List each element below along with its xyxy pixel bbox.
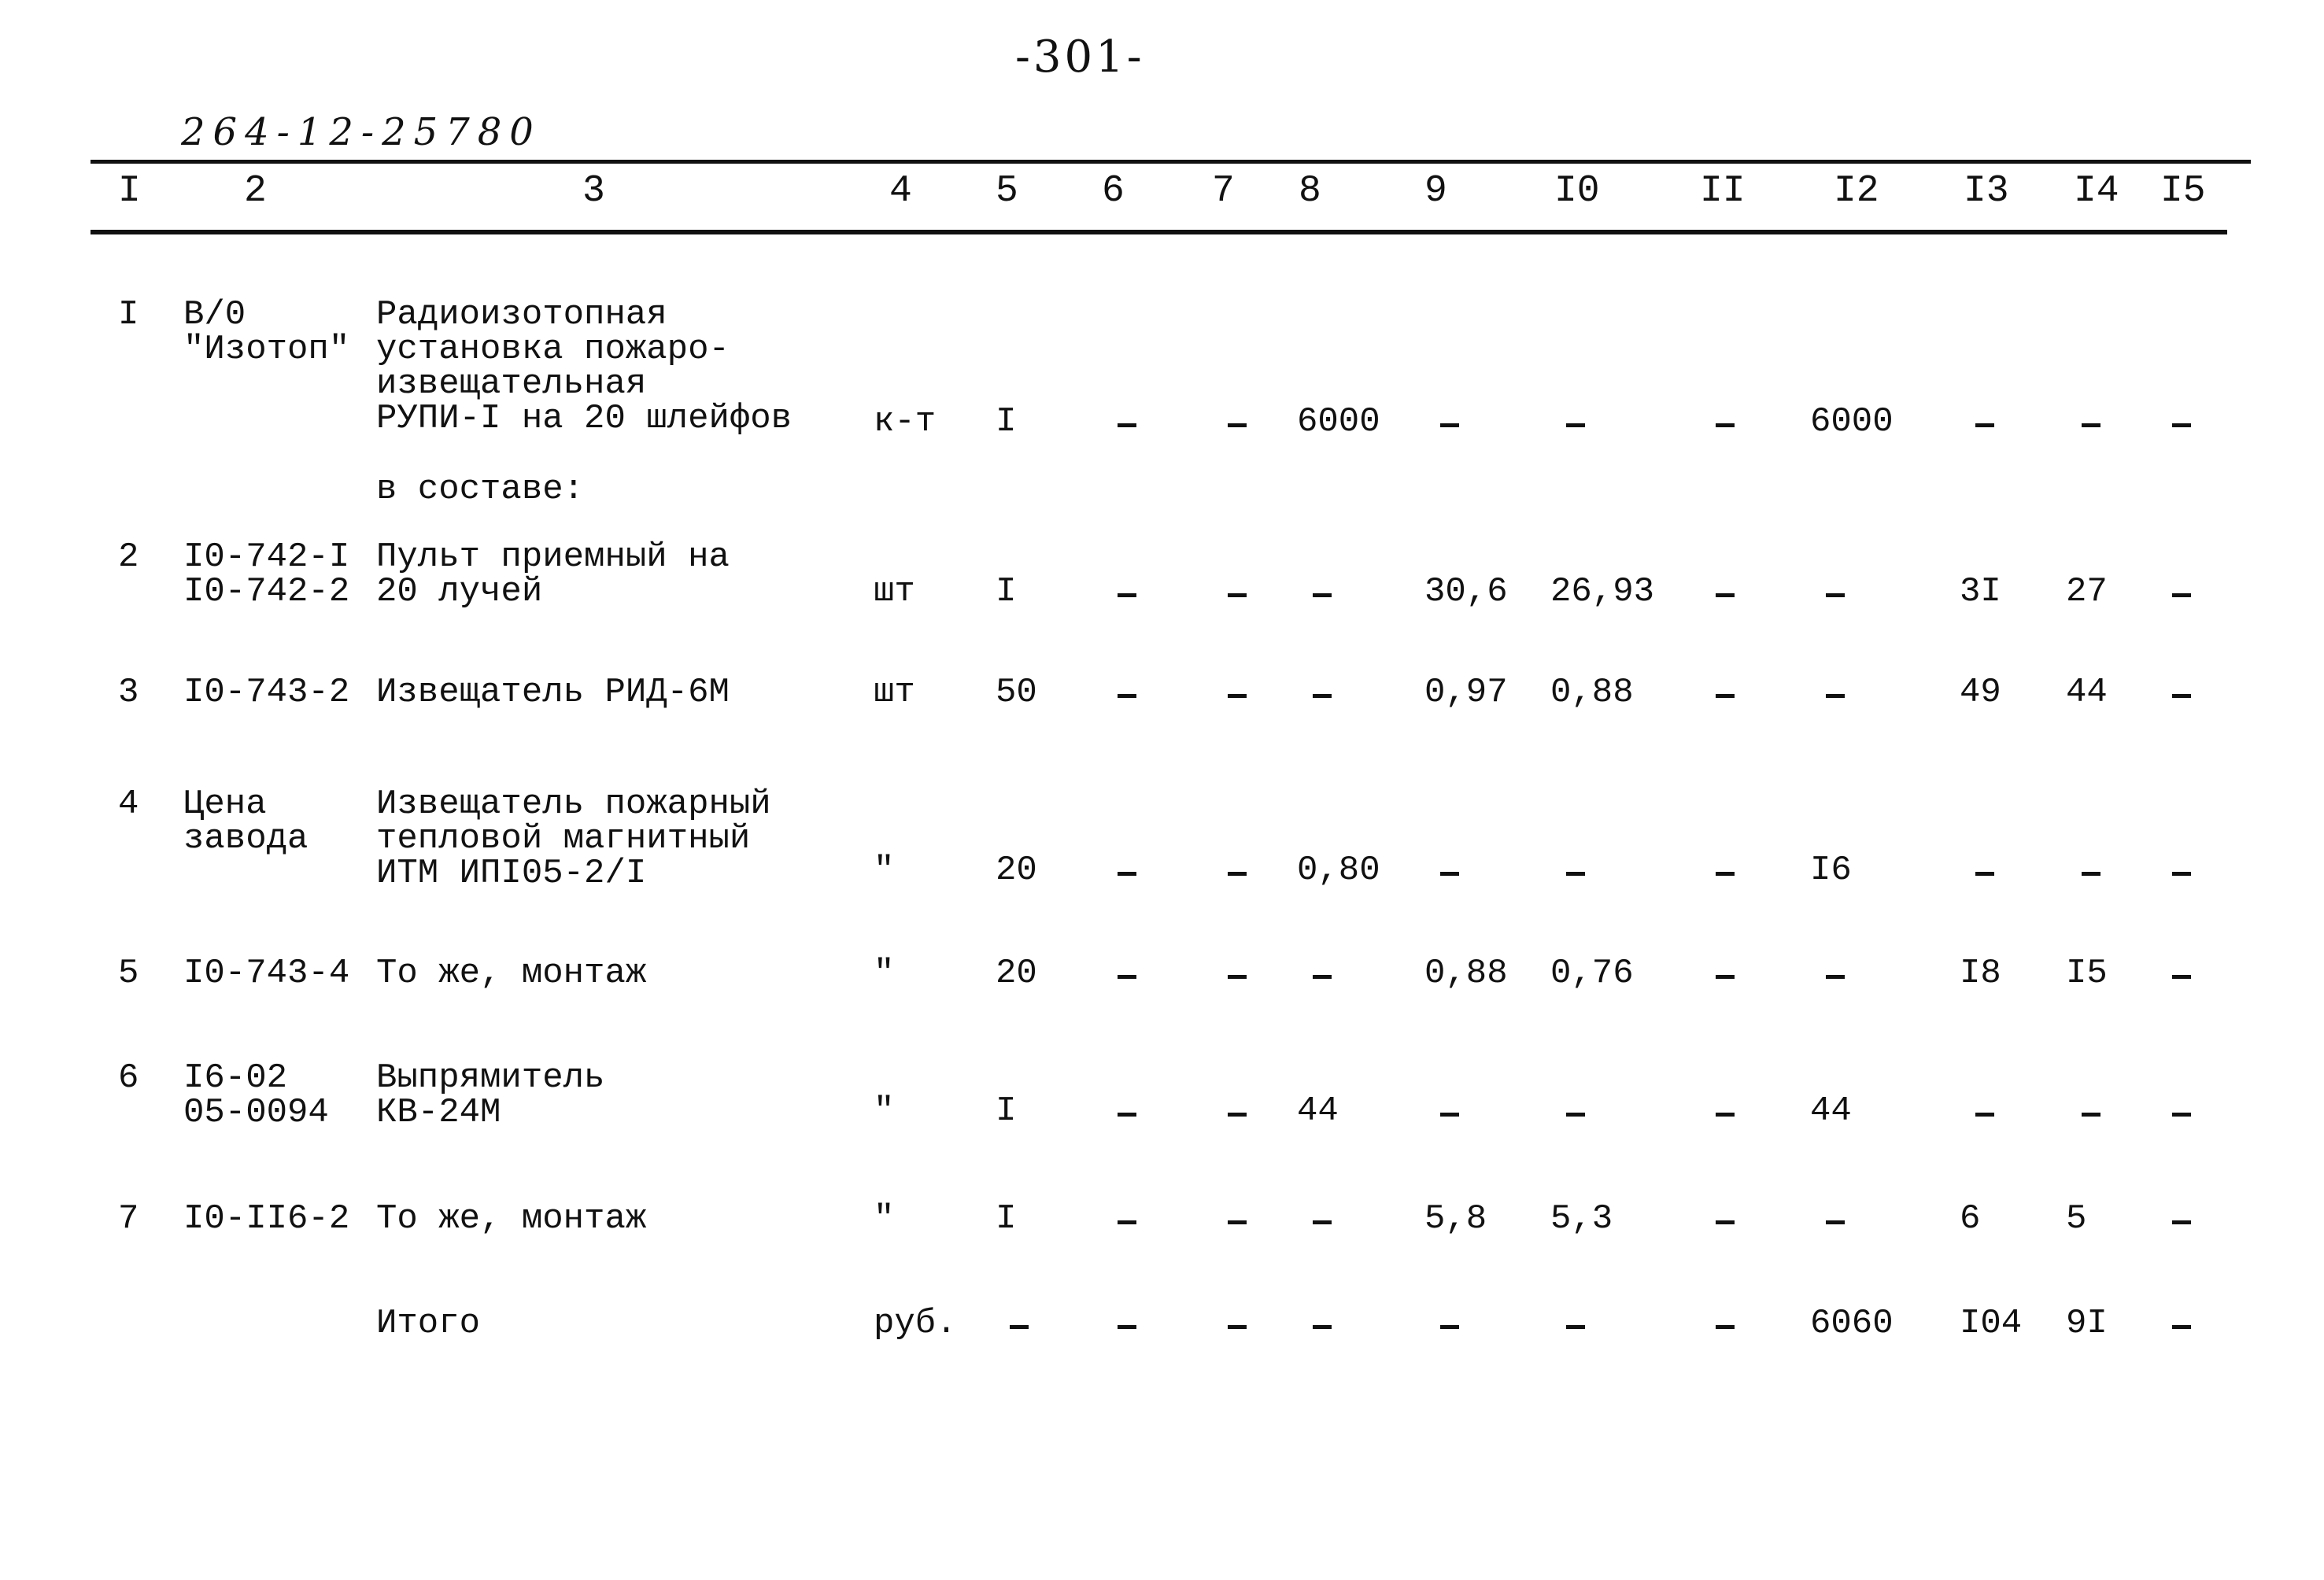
- dash-cell: [1118, 975, 1136, 979]
- dash-cell: [1716, 423, 1735, 427]
- row-name: Радиоизотопная установка пожаро- извещательная РУПИ-I на 20 шлейфов: [376, 295, 793, 438]
- dash-cell: [1228, 694, 1247, 698]
- dash-cell: [1010, 1325, 1029, 1329]
- row-unit: ": [874, 851, 895, 890]
- value-cell: I8: [1960, 954, 2001, 993]
- value-cell: 27: [2066, 572, 2108, 611]
- row-name: То же, монтаж: [376, 954, 647, 993]
- dash-cell: [1826, 593, 1845, 597]
- row-unit: к-т: [874, 402, 937, 441]
- row-number: 7: [118, 1199, 139, 1239]
- column-header: 5: [996, 170, 1018, 212]
- row-unit: ": [874, 954, 895, 993]
- column-header: 2: [244, 170, 267, 212]
- dash-cell: [1118, 1220, 1136, 1224]
- value-cell: I: [996, 572, 1017, 611]
- value-cell: 26,93: [1550, 572, 1655, 611]
- value-cell: I: [996, 1199, 1017, 1239]
- value-cell: 49: [1960, 673, 2001, 712]
- value-cell: 0,97: [1424, 673, 1508, 712]
- dash-cell: [1313, 694, 1332, 698]
- dash-cell: [1716, 872, 1735, 876]
- row-number: 2: [118, 537, 139, 577]
- row-number: 6: [118, 1058, 139, 1098]
- column-header: 4: [889, 170, 912, 212]
- value-cell: 5: [2066, 1199, 2087, 1239]
- value-cell: 6: [1960, 1199, 1981, 1239]
- value-cell: 3I: [1960, 572, 2001, 611]
- dash-cell: [1826, 694, 1845, 698]
- value-cell: 0,88: [1424, 954, 1508, 993]
- row-name: Пульт приемный на 20 лучей: [376, 537, 730, 611]
- value-cell: 20: [996, 954, 1037, 993]
- value-cell: 44: [1810, 1091, 1852, 1131]
- dash-cell: [1716, 1325, 1735, 1329]
- dash-cell: [2172, 1220, 2191, 1224]
- page-number: -301-: [1015, 31, 1145, 83]
- column-header: 3: [582, 170, 605, 212]
- dash-cell: [2082, 872, 2100, 876]
- dash-cell: [1975, 1113, 1994, 1117]
- dash-cell: [1566, 872, 1585, 876]
- column-header: I4: [2074, 170, 2119, 212]
- dash-cell: [1228, 593, 1247, 597]
- dash-cell: [1716, 1220, 1735, 1224]
- value-cell: 44: [1297, 1091, 1339, 1131]
- column-header: II: [1700, 170, 1746, 212]
- row-name: Выпрямитель КВ-24М: [376, 1058, 605, 1132]
- column-header: I: [118, 170, 141, 212]
- value-cell: 30,6: [1424, 572, 1508, 611]
- column-header: I0: [1554, 170, 1600, 212]
- dash-cell: [1826, 975, 1845, 979]
- dash-cell: [1313, 975, 1332, 979]
- dash-cell: [1313, 1220, 1332, 1224]
- value-cell: I6: [1810, 851, 1852, 890]
- row-number: 3: [118, 673, 139, 712]
- value-cell: I: [996, 1091, 1017, 1131]
- row-name: Извещатель пожарный тепловой магнитный ИТМ ИПI05-2/I: [376, 784, 771, 893]
- dash-cell: [1566, 1113, 1585, 1117]
- value-cell: I: [996, 402, 1017, 441]
- row-code: I0-742-I I0-742-2: [183, 537, 350, 611]
- dash-cell: [1716, 975, 1735, 979]
- dash-cell: [1228, 1113, 1247, 1117]
- dash-cell: [2172, 593, 2191, 597]
- value-cell: 6000: [1297, 402, 1380, 441]
- column-header: 9: [1424, 170, 1447, 212]
- dash-cell: [1118, 694, 1136, 698]
- dash-cell: [1118, 1325, 1136, 1329]
- dash-cell: [1440, 423, 1459, 427]
- dash-cell: [1118, 593, 1136, 597]
- row-unit: ": [874, 1199, 895, 1239]
- dash-cell: [1228, 1220, 1247, 1224]
- dash-cell: [1440, 872, 1459, 876]
- column-header: 6: [1102, 170, 1125, 212]
- row-number: I: [118, 295, 139, 334]
- dash-cell: [1228, 1325, 1247, 1329]
- row-unit: шт: [874, 572, 915, 611]
- dash-cell: [1716, 1113, 1735, 1117]
- dash-cell: [1313, 1325, 1332, 1329]
- dash-cell: [1975, 872, 1994, 876]
- dash-cell: [2082, 1113, 2100, 1117]
- value-cell: 50: [996, 673, 1037, 712]
- dash-cell: [1566, 1325, 1585, 1329]
- dash-cell: [2172, 423, 2191, 427]
- row-name: в составе:: [376, 470, 585, 509]
- row-number: 5: [118, 954, 139, 993]
- value-cell: 6000: [1810, 402, 1894, 441]
- dash-cell: [2172, 1113, 2191, 1117]
- row-name: Извещатель РИД-6М: [376, 673, 730, 712]
- row-name: Итого: [376, 1304, 481, 1343]
- dash-cell: [2172, 1325, 2191, 1329]
- column-header: 7: [1212, 170, 1235, 212]
- row-unit: ": [874, 1091, 895, 1131]
- value-cell: I04: [1960, 1304, 2023, 1343]
- header-rule: [91, 230, 2227, 234]
- dash-cell: [1228, 872, 1247, 876]
- row-number: 4: [118, 784, 139, 824]
- value-cell: 0,80: [1297, 851, 1380, 890]
- column-header: I5: [2160, 170, 2206, 212]
- dash-cell: [1566, 423, 1585, 427]
- row-unit: шт: [874, 673, 915, 712]
- value-cell: 5,8: [1424, 1199, 1487, 1239]
- row-code: В/0 "Изотоп": [183, 295, 350, 369]
- value-cell: I5: [2066, 954, 2108, 993]
- dash-cell: [2172, 975, 2191, 979]
- dash-cell: [1440, 1113, 1459, 1117]
- value-cell: 0,76: [1550, 954, 1634, 993]
- dash-cell: [1716, 593, 1735, 597]
- row-code: Цена завода: [183, 784, 309, 858]
- dash-cell: [1826, 1220, 1845, 1224]
- document-code: 264-12-25780: [181, 110, 541, 154]
- value-cell: 0,88: [1550, 673, 1634, 712]
- column-header: 8: [1299, 170, 1321, 212]
- row-code: I0-743-4: [183, 954, 350, 993]
- dash-cell: [1118, 1113, 1136, 1117]
- dash-cell: [2172, 694, 2191, 698]
- top-rule: [91, 160, 2251, 164]
- value-cell: 6060: [1810, 1304, 1894, 1343]
- dash-cell: [1118, 872, 1136, 876]
- value-cell: 9I: [2066, 1304, 2108, 1343]
- dash-cell: [1228, 975, 1247, 979]
- column-header: I2: [1834, 170, 1879, 212]
- value-cell: 44: [2066, 673, 2108, 712]
- dash-cell: [1228, 423, 1247, 427]
- row-code: I0-II6-2: [183, 1199, 350, 1239]
- row-name: То же, монтаж: [376, 1199, 647, 1239]
- dash-cell: [1716, 694, 1735, 698]
- value-cell: 20: [996, 851, 1037, 890]
- dash-cell: [1118, 423, 1136, 427]
- dash-cell: [2172, 872, 2191, 876]
- dash-cell: [1313, 593, 1332, 597]
- dash-cell: [1975, 423, 1994, 427]
- dash-cell: [2082, 423, 2100, 427]
- row-code: I6-02 05-0094: [183, 1058, 329, 1132]
- value-cell: 5,3: [1550, 1199, 1613, 1239]
- row-code: I0-743-2: [183, 673, 350, 712]
- dash-cell: [1440, 1325, 1459, 1329]
- column-header: I3: [1964, 170, 2009, 212]
- row-unit: руб.: [874, 1304, 957, 1343]
